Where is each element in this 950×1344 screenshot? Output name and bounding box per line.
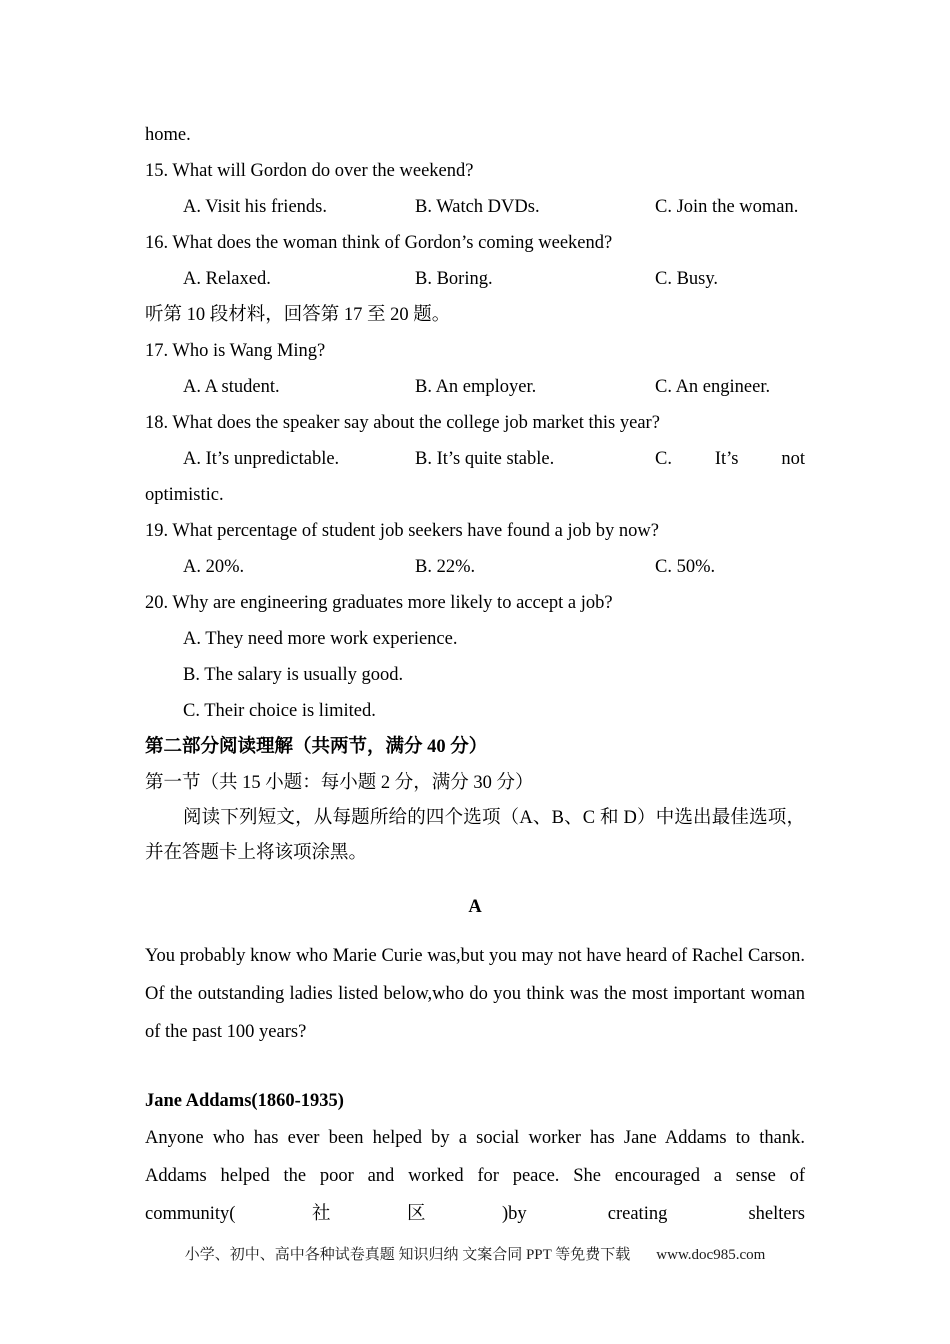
q20-option-c: C. Their choice is limited. — [183, 701, 376, 721]
page-footer — [0, 1240, 950, 1270]
question-19: 19. What percentage of student job seekers have found a job by now? — [145, 521, 659, 541]
q20-option-b: B. The salary is usually good. — [183, 665, 404, 685]
q18-option-c — [655, 441, 805, 477]
question-16: 16. What does the woman think of Gordon’s coming weekend? — [145, 233, 613, 253]
q17-option-b: B. An employer. — [415, 377, 537, 397]
q18-option-c-word2: not — [781, 449, 805, 469]
question-17: 17. Who is Wang Ming? — [145, 341, 326, 361]
question-15-options — [145, 189, 805, 225]
question-14-continuation: home. — [145, 125, 191, 145]
q19-option-c: C. 50%. — [655, 557, 716, 577]
spacer — [145, 1051, 805, 1083]
footer-url: www.doc985.com — [656, 1247, 766, 1263]
exam-content — [145, 117, 805, 1233]
q16-option-a: A. Relaxed. — [183, 269, 271, 289]
question-17-options — [145, 369, 805, 405]
q15-option-c: C. Join the woman. — [655, 197, 799, 217]
q18-option-a: A. It’s unpredictable. — [183, 449, 340, 469]
q18-option-b: B. It’s quite stable. — [415, 449, 555, 469]
q18-option-c-letter: C. — [655, 449, 672, 469]
q16-option-c: C. Busy. — [655, 269, 719, 289]
question-20: 20. Why are engineering graduates more likely to accept a job? — [145, 593, 613, 613]
profile-paragraph: Anyone who has ever been helped by a social worker has Jane Addams to thank. Addams helped the poor and worked for peace. She encouraged a sense of community(社区)by creating shelters — [145, 1128, 805, 1224]
passage-intro: You probably know who Marie Curie was,but you may not have heard of Rachel Carson. Of the outstanding ladies listed below,who do you think was the most important woman of the past 100 years? — [145, 946, 805, 1042]
question-18-options — [145, 441, 805, 477]
q20-option-a: A. They need more work experience. — [183, 629, 458, 649]
q19-option-b: B. 22%. — [415, 557, 476, 577]
q18-option-c-wrap: optimistic. — [145, 485, 224, 505]
q18-option-c-word1: It’s — [714, 449, 739, 469]
question-18: 18. What does the speaker say about the college job market this year? — [145, 413, 660, 433]
reading-instructions-line1: 阅读下列短文，从每题所给的四个选项（A、B、C 和 D）中选出最佳选项， — [183, 808, 805, 828]
profile-heading-jane-addams: Jane Addams(1860-1935) — [145, 1091, 344, 1111]
q15-option-b: B. Watch DVDs. — [415, 197, 540, 217]
question-15: 15. What will Gordon do over the weekend? — [145, 161, 474, 181]
q15-option-a: A. Visit his friends. — [183, 197, 327, 217]
audio-section-note: 听第 10 段材料，回答第 17 至 20 题。 — [145, 305, 451, 325]
section1-heading: 第一节（共 15 小题：每小题 2 分，满分 30 分） — [145, 773, 534, 793]
footer-text: 小学、初中、高中各种试卷真题 知识归纳 文案合同 PPT 等免费下载 — [184, 1247, 631, 1263]
q16-option-b: B. Boring. — [415, 269, 493, 289]
q19-option-a: A. 20%. — [183, 557, 245, 577]
spacer — [145, 871, 805, 889]
part2-heading: 第二部分阅读理解（共两节，满分 40 分） — [145, 737, 488, 757]
passage-label-a: A — [468, 897, 482, 917]
question-16-options — [145, 261, 805, 297]
question-19-options — [145, 549, 805, 585]
spacer — [145, 925, 805, 937]
q17-option-c: C. An engineer. — [655, 377, 771, 397]
q17-option-a: A. A student. — [183, 377, 280, 397]
reading-instructions-line2: 并在答题卡上将该项涂黑。 — [145, 843, 368, 863]
